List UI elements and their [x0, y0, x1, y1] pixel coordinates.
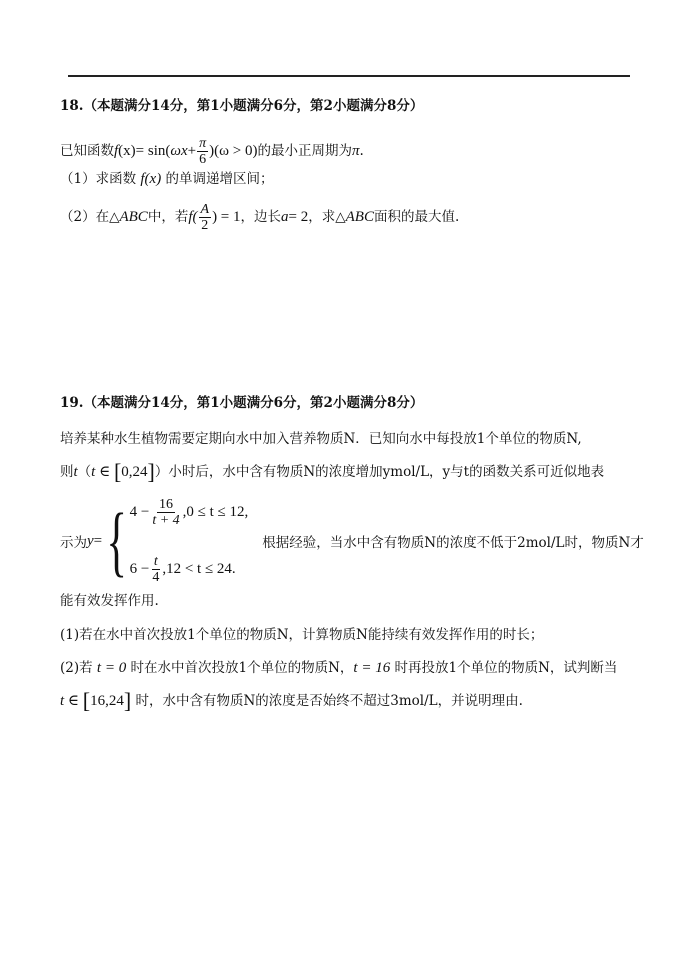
q19-case1-cond: ,0 ≤ t ≤ 12, [182, 504, 249, 520]
header-rule [68, 75, 630, 77]
q18-part2-mid: 中，若 [147, 209, 189, 225]
q18-part2-side: ，边长 [240, 209, 282, 225]
q18-part1 [60, 170, 274, 188]
q19-line2-in: ∈ [95, 464, 114, 480]
q18-stem-f: f [114, 143, 119, 159]
q18-stem-eq: = sin( [135, 143, 171, 159]
q19-case1-frac [150, 497, 181, 528]
q19-part2-c: 时再投放1个单位的物质N，试判断当 [390, 660, 618, 676]
q18-part2-frac-num: A [200, 201, 210, 217]
q18-part2 [60, 198, 459, 236]
left-bracket: [ [113, 459, 122, 484]
q19-part2-line1 [60, 659, 617, 677]
q18-part2-frac-den: 2 [201, 217, 209, 233]
q18-stem-omega-x: ωx [170, 143, 188, 159]
q19-piecewise-eq: = [93, 532, 103, 549]
q19-line2 [60, 459, 605, 484]
q19-case2-frac [150, 554, 161, 585]
q18-part2-f: f( [188, 209, 198, 225]
q19-cases [130, 497, 249, 585]
q18-stem-suffix: 的最小正周期为 [257, 143, 352, 159]
q19-part2-line2-rest: 时，水中含有物质N的浓度是否始终不超过3mol/L，并说明理由. [131, 693, 523, 709]
q19-piecewise-y: y [87, 532, 94, 549]
q19-part2-line2-interval: 16,24 [90, 693, 124, 709]
q18-frac-den: 6 [199, 151, 207, 167]
right-bracket: ] [147, 459, 155, 484]
q19-line4: 能有效发挥作用. [60, 593, 159, 609]
q19-part2-line2-in: ∈ [64, 693, 83, 709]
q19-case2-den: 4 [152, 570, 160, 585]
q19-heading: 19.（本题满分14分，第1小题满分6分，第2小题满分8分） [60, 395, 424, 411]
q18-frac-num: π [199, 135, 207, 151]
q19-case-2 [130, 554, 249, 585]
q18-part1-rest: 的单调递增区间； [161, 171, 274, 187]
q19-case2-cond: ,12 < t ≤ 24. [162, 561, 236, 577]
q19-line2-c: ）小时后，水中含有物质N的浓度增加ymol/L，y与t的函数关系可近似地表 [154, 464, 605, 480]
q18-part2-abc2: ABC [345, 209, 374, 225]
q19-piecewise-prefix: 示为 [60, 535, 87, 551]
q19-piecewise-after: 根据经验，当水中含有物质N的浓度不低于2mol/L时，物质N才 [262, 535, 644, 551]
q19-line2-a: 则 [60, 464, 74, 480]
left-bracket: [ [82, 688, 91, 713]
q19-case1-num: 16 [158, 497, 173, 512]
q18-pi-over-6 [197, 136, 208, 167]
q19-case1-lead: 4 − [129, 504, 150, 520]
q19-case2-lead: 6 − [129, 561, 150, 577]
right-bracket: ] [123, 688, 132, 713]
q19-case-1 [130, 497, 249, 528]
q19-line1: 培养某种水生植物需要定期向水中加入营养物质N．已知向水中每投放1个单位的物质N, [60, 431, 582, 447]
q18-part2-abc: ABC [119, 209, 148, 225]
left-brace-icon: { [106, 497, 128, 584]
q19-piecewise [60, 495, 644, 587]
q19-part1: (1)若在水中首次投放1个单位的物质N，计算物质N能持续有效发挥作用的时长； [60, 627, 544, 643]
q18-stem-plus: + [187, 143, 197, 159]
q18-part2-eq: ) = 1 [212, 209, 241, 225]
q19-part2-a: (2)若 [60, 660, 97, 676]
q18-part1-fx: f(x) [140, 171, 162, 187]
q18-part2-label: （2）在△ [60, 209, 120, 225]
q19-part2-t0: t = 0 [96, 660, 127, 676]
q18-part2-a-val: = 2 [288, 209, 309, 225]
q18-stem-x: (x) [118, 143, 136, 159]
q19-line2-interval: 0,24 [121, 464, 148, 480]
q19-part2-b: 时在水中首次投放1个单位的物质N， [126, 660, 354, 676]
q18-stem-cond: )(ω > 0) [209, 143, 258, 159]
q18-a-over-2 [199, 202, 212, 233]
q19-part2-line2-t: t [60, 693, 65, 709]
q18-part2-ask: ，求△ [308, 209, 346, 225]
q18-stem [60, 132, 364, 170]
q18-stem-end: . [359, 143, 364, 159]
q19-line2-t: t [73, 464, 78, 480]
q19-case2-num: t [153, 554, 158, 569]
q18-stem-prefix: 已知函数 [60, 143, 114, 159]
q18-part2-end: 面积的最大值. [373, 209, 460, 225]
q19-line2-t2: t [91, 464, 96, 480]
q19-line2-b: （ [77, 464, 92, 480]
q18-stem-pi: π [351, 143, 360, 159]
q19-part2-line2 [60, 688, 523, 713]
q18-part2-a: a [281, 209, 289, 225]
q18-heading: 18.（本题满分14分，第1小题满分6分，第2小题满分8分） [60, 98, 424, 114]
q19-case1-den: t + 4 [152, 513, 180, 528]
q19-part2-t16: t = 16 [353, 660, 391, 676]
q18-part1-label: （1）求函数 [60, 171, 141, 187]
